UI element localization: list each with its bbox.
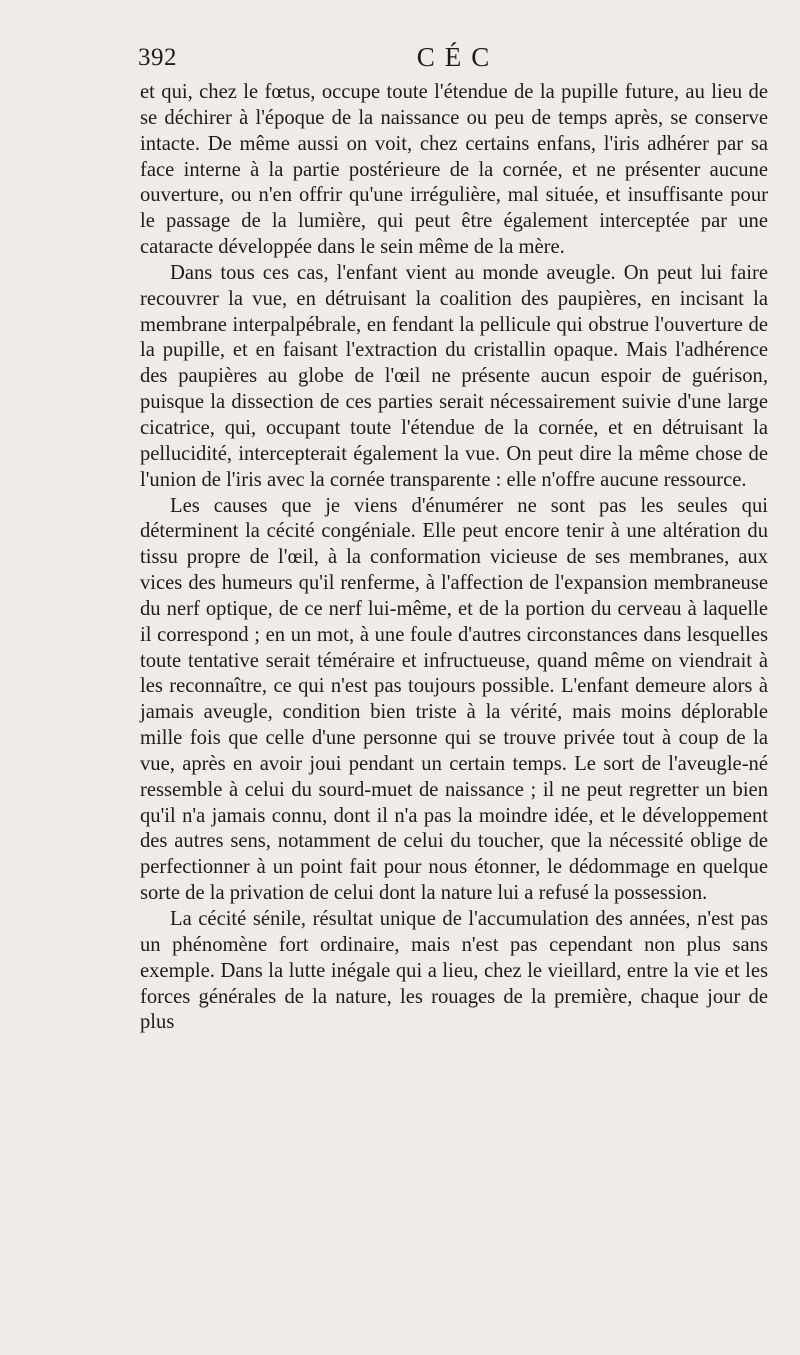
running-title: CÉC	[416, 42, 500, 72]
page-number: 392	[138, 44, 177, 71]
paragraph-2: Dans tous ces cas, l'enfant vient au monde aveugle. On peut lui faire recouvrer la vue, en détruisant la coalition des paupières, en incisant la membrane interpalpébrale, en fendant la pellicule qui obstrue l'ouverture de la pupille, et en faisant l'extraction du cristallin opaque. Mais l'adhérence des paupières au globe de l'œil ne présente aucun espoir de guérison, puisque la dissection de ces parties serait nécessairement suivie d'une large cicatrice, qui, occupant toute l'étendue de la cornée, et en détruisant la pellucidité, intercepterait également la vue. On peut dire la même chose de l'union de l'iris avec la cornée transparente : elle n'offre aucune ressource.	[140, 261, 768, 491]
body-text	[140, 80, 768, 1036]
paragraph-4: La cécité sénile, résultat unique de l'accumulation des années, n'est pas un phénomène fort ordinaire, mais n'est pas cependant non plus sans exemple. Dans la lutte inégale qui a lieu, chez le vieillard, entre la vie et les forces générales de la nature, les rouages de la première, chaque jour de plus	[140, 908, 768, 1034]
paragraph-3: Les causes que je viens d'énumérer ne sont pas les seules qui déterminent la cécité congéniale. Elle peut encore tenir à une altération du tissu propre de l'œil, à la conformation vicieuse de ses membranes, aux vices des humeurs qu'il renferme, à l'affection de l'expansion membraneuse du nerf optique, de ce nerf lui-même, et de la portion du cerveau à laquelle il correspond ; en un mot, à une foule d'autres circonstances dans lesquelles toute tentative serait téméraire et infructueuse, quand même on viendrait à les reconnaître, ce qui n'est pas toujours possible. L'enfant demeure alors à jamais aveugle, condition bien triste à la vérité, mais moins déplorable mille fois que celle d'une personne qui se trouve privée tout à coup de la vue, après en avoir joui pendant un certain temps. Le sort de l'aveugle-né ressemble à celui du sourd-muet de naissance ; il ne peut regretter un bien qu'il n'a jamais connu, dont il n'a pas la moindre idée, et le développement des autres sens, notamment de celui du toucher, que la nécessité oblige de perfectionner à un point fait pour nous étonner, le dédommage en quelque sorte de la privation de celui dont la nature lui a refusé la possession.	[140, 494, 768, 905]
running-head	[138, 42, 778, 78]
paragraph-1: et qui, chez le fœtus, occupe toute l'étendue de la pupille future, au lieu de se déchirer à l'époque de la naissance ou peu de temps après, se conserve intacte. De même aussi on voit, chez certains enfans, l'iris adhérer par sa face interne à la partie postérieure de la cornée, et ne présenter aucune ouverture, ou n'en offrir qu'une irrégulière, mal située, et insuffisante pour le passage de la lumière, qui peut être également interceptée par une cataracte développée dans le sein même de la mère.	[140, 81, 768, 259]
